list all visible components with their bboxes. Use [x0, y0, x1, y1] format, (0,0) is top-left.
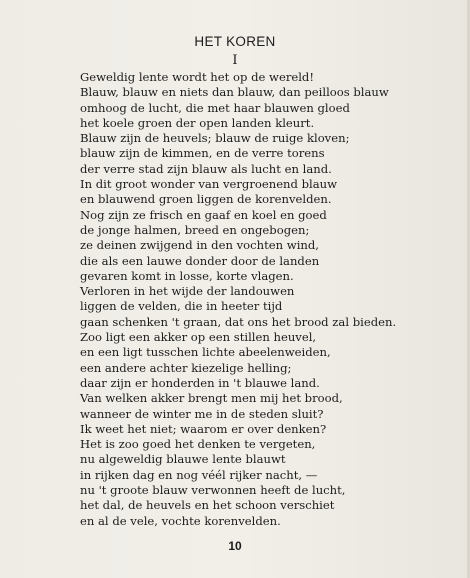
- section-numeral: I: [232, 53, 238, 68]
- poem-line: Blauw, blauw en niets dan blauw, dan peilloos blauw: [80, 85, 389, 100]
- poem-line: een andere achter kiezelige helling;: [80, 360, 292, 375]
- poem-line: Het is zoo goed het denken te vergeten,: [80, 437, 316, 452]
- poem-body: [80, 70, 465, 529]
- poem-line: gevaren komt in losse, korte vlagen.: [80, 268, 294, 283]
- poem-line: Zoo ligt een akker op een stillen heuvel,: [80, 330, 317, 345]
- poem-line: Blauw zijn de heuvels; blauw de ruige kloven;: [80, 131, 350, 146]
- poem-line: het koele groen der open landen kleurt.: [80, 115, 315, 130]
- poem-line: en al de vele, vochte korenvelden.: [80, 513, 281, 528]
- poem-line: en een ligt tusschen lichte abeelenweiden,: [80, 345, 331, 360]
- poem-line: nu algeweldig blauwe lente blauwt: [80, 452, 286, 467]
- poem-line: die als een lauwe donder door de landen: [80, 253, 320, 268]
- page-number: 10: [228, 539, 242, 553]
- poem-line: gaan schenken 't graan, dat ons het brood zal bieden.: [80, 314, 397, 329]
- poem-line: omhoog de lucht, die met haar blauwen gloed: [80, 100, 350, 115]
- poem-line: het dal, de heuvels en het schoon verschiet: [80, 498, 335, 513]
- poem-line: daar zijn er honderden in 't blauwe land.: [80, 375, 320, 390]
- poem-line: in rijken dag en nog véél rijker nacht, —: [80, 467, 318, 482]
- poem-line: Verloren in het wijde der landouwen: [80, 284, 295, 299]
- poem-line: de jonge halmen, breed en ongebogen;: [80, 222, 310, 237]
- poem-title: HET KOREN: [194, 34, 276, 49]
- poem-line: der verre stad zijn blauw als lucht en land.: [80, 161, 332, 176]
- poem-line: wanneer de winter me in de steden sluit?: [80, 406, 324, 421]
- poem-line: Van welken akker brengt men mij het brood,: [80, 391, 343, 406]
- poem-line: en blauwend groen liggen de korenvelden.: [80, 192, 332, 207]
- poem-line: ze deinen zwijgend in den vochten wind,: [80, 238, 319, 253]
- poem-line: liggen de velden, die in heeter tijd: [80, 299, 283, 314]
- poem-line: Ik weet het niet; waarom er over denken?: [80, 421, 327, 436]
- poem-line: nu 't groote blauw verwonnen heeft de lucht,: [80, 483, 346, 498]
- poem-line: blauw zijn de kimmen, en de verre torens: [80, 146, 325, 161]
- poem-line: Nog zijn ze frisch en gaaf en koel en goed: [80, 207, 327, 222]
- poem-line: Geweldig lente wordt het op de wereld!: [80, 70, 315, 84]
- poem-line: In dit groot wonder van vergroenend blauw: [80, 177, 338, 192]
